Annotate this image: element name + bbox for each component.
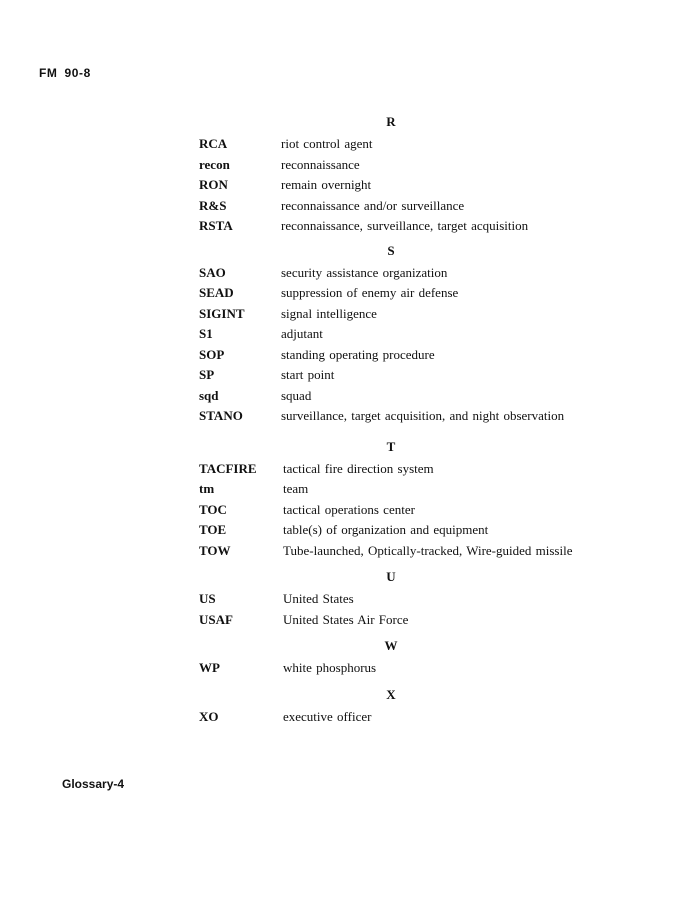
glossary-entry — [199, 479, 599, 500]
entry-abbreviation: WP — [199, 660, 220, 675]
entry-meaning: riot control agent — [281, 136, 373, 151]
glossary-entry — [199, 283, 599, 304]
section-w — [199, 636, 599, 679]
entry-meaning: surveillance, target acquisition, and night observation — [281, 408, 565, 423]
entry-meaning: remain overnight — [281, 177, 372, 192]
glossary-entry — [199, 365, 599, 386]
entry-meaning: executive officer — [283, 708, 372, 724]
section-letter: S — [387, 242, 395, 258]
entry-abbreviation: RON — [199, 177, 228, 192]
entry-abbreviation: TOE — [199, 522, 227, 537]
glossary-entry — [199, 520, 599, 541]
entry-meaning: standing operating procedure — [281, 346, 435, 362]
entry-meaning: adjutant — [281, 326, 323, 341]
entry-abbreviation: US — [199, 591, 216, 606]
entry-meaning: signal intelligence — [281, 305, 377, 321]
glossary-entry — [199, 589, 599, 610]
glossary-entry — [199, 541, 599, 562]
entry-meaning: reconnaissance — [281, 156, 360, 172]
entry-meaning: United States — [283, 591, 354, 606]
entry-abbreviation: S1 — [199, 326, 213, 341]
entry-abbreviation: SEAD — [199, 285, 234, 300]
entry-meaning: white phosphorus — [283, 660, 377, 675]
glossary-entry — [199, 658, 599, 679]
entry-abbreviation: SIGINT — [199, 305, 245, 321]
glossary-entry — [199, 610, 599, 631]
section-letter: U — [386, 569, 396, 584]
entry-meaning: tactical operations center — [283, 501, 415, 517]
entry-abbreviation: TACFIRE — [199, 460, 257, 476]
entry-abbreviation: SP — [199, 367, 215, 382]
entry-abbreviation: STANO — [199, 408, 243, 423]
section-u — [199, 567, 599, 630]
glossary-entry — [199, 155, 599, 176]
entry-meaning: tactical fire direction system — [283, 460, 434, 476]
entry-meaning: Tube-launched, Optically-tracked, Wire-guided missile — [283, 542, 573, 558]
entry-abbreviation: tm — [199, 481, 215, 496]
entry-meaning: squad — [281, 387, 312, 403]
section-letter: R — [386, 114, 396, 129]
glossary-entry — [199, 175, 599, 196]
entry-abbreviation: recon — [199, 156, 230, 172]
glossary-entry — [199, 345, 599, 366]
entry-meaning: security assistance organization — [281, 264, 448, 280]
entry-meaning: reconnaissance and/or surveillance — [281, 197, 465, 213]
glossary — [199, 112, 599, 727]
glossary-entry — [199, 386, 599, 407]
glossary-entry — [199, 707, 599, 728]
glossary-entry — [199, 459, 599, 480]
entry-meaning: start point — [281, 367, 335, 382]
section-letter: T — [386, 438, 396, 454]
section-x — [199, 685, 599, 728]
entry-meaning: suppression of enemy air defense — [281, 285, 459, 300]
glossary-entry — [199, 406, 599, 427]
entry-meaning: United States Air Force — [283, 611, 409, 627]
page-footer: Glossary-4 — [62, 777, 125, 791]
glossary-entry — [199, 216, 599, 237]
glossary-entry — [199, 196, 599, 217]
glossary-entry — [199, 263, 599, 284]
entry-abbreviation: RCA — [199, 136, 228, 151]
entry-abbreviation: USAF — [199, 611, 233, 627]
glossary-entry — [199, 304, 599, 325]
entry-abbreviation: TOW — [199, 542, 231, 558]
glossary-entry — [199, 324, 599, 345]
entry-meaning: reconnaissance, surveillance, target acquisition — [281, 218, 529, 233]
entry-abbreviation: R&S — [199, 197, 227, 213]
entry-abbreviation: SOP — [199, 346, 225, 362]
entry-abbreviation: SAO — [199, 264, 226, 280]
section-s — [199, 241, 599, 427]
section-r — [199, 112, 599, 237]
entry-meaning: table(s) of organization and equipment — [283, 522, 489, 537]
section-letter: X — [386, 686, 396, 702]
entry-abbreviation: sqd — [199, 387, 219, 403]
glossary-entry — [199, 134, 599, 155]
section-letter: W — [384, 638, 398, 653]
entry-abbreviation: RSTA — [199, 218, 233, 233]
entry-abbreviation: TOC — [199, 501, 227, 517]
glossary-entry — [199, 500, 599, 521]
entry-meaning: team — [283, 481, 309, 496]
entry-abbreviation: XO — [199, 708, 219, 724]
page-header: FM 90-8 — [39, 66, 91, 80]
section-t — [199, 437, 599, 562]
